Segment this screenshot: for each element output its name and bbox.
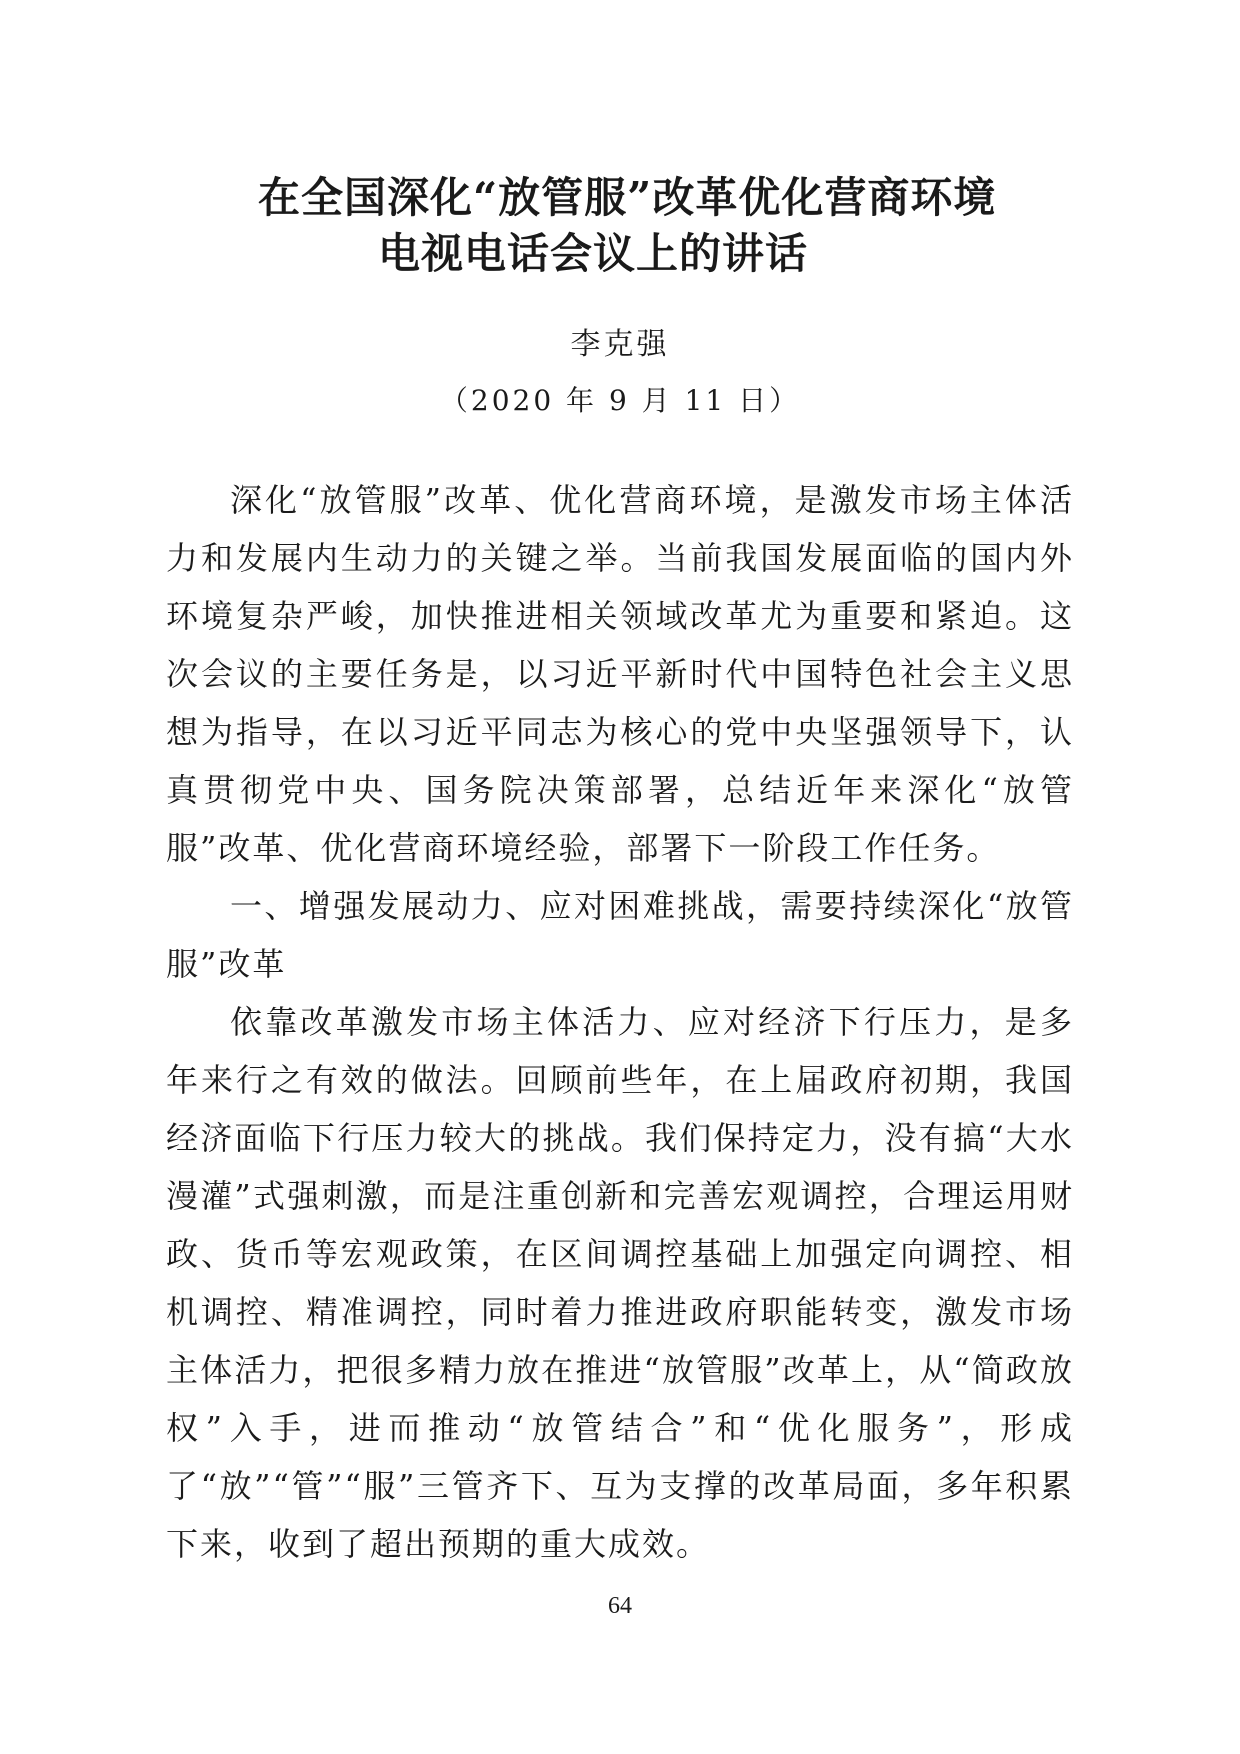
document-title-line-2: 电视电话会议上的讲话 [378, 229, 809, 278]
paragraph-section-1: 依靠改革激发市场主体活力、应对经济下行压力，是多年来行之有效的做法。回顾前些年，在上届政府初期，我国经济面临下行压力较大的挑战。我们保持定力，没有搞“大水漫灌”式强刺激，而是注重创新和完善宏观调控，合理运用财政、货币等宏观政策，在区间调控基础上加强定向调控、相机调控、精准调控，同时着力推进政府职能转变，激发市场主体活力，把很多精力放在推进“放管服”改革上，从“简政放权”入手，进而推动“放管结合”和“优化服务”，形成了“放”“管”“服”三管齐下、互为支撑的改革局面，多年积累下来，收到了超出预期的重大成效。 [166, 1003, 1074, 1563]
author-name: 李克强 [570, 327, 670, 362]
speech-date: （2020 年 9 月 11 日） [439, 384, 801, 417]
page-number: 64 [608, 1593, 632, 1619]
section-heading-1: 一、增强发展动力、应对困难挑战，需要持续深化“放管服”改革 [166, 887, 1074, 983]
body-text [166, 471, 1074, 1573]
document-title-line-1: 在全国深化“放管服”改革优化营商环境 [258, 173, 997, 222]
paragraph-intro: 深化“放管服”改革、优化营商环境，是激发市场主体活力和发展内生动力的关键之举。当前我国发展面临的国内外环境复杂严峻，加快推进相关领域改革尤为重要和紧迫。这次会议的主要任务是，以习近平新时代中国特色社会主义思想为指导，在以习近平同志为核心的党中央坚强领导下，认真贯彻党中央、国务院决策部署，总结近年来深化“放管服”改革、优化营商环境经验，部署下一阶段工作任务。 [166, 481, 1074, 867]
